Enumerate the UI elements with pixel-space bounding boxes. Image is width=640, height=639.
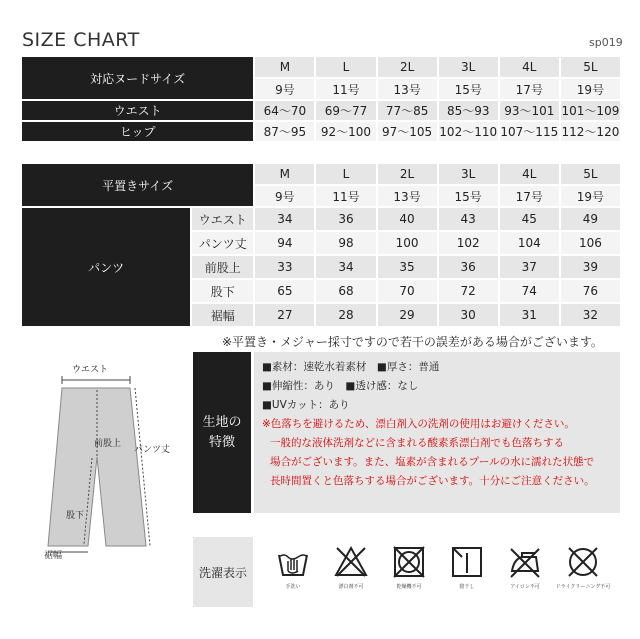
washing-label: 洗濯表示 bbox=[193, 537, 253, 607]
table-cell: 27 bbox=[255, 304, 314, 326]
table-cell: 97〜105 bbox=[378, 122, 437, 141]
no-iron-icon bbox=[497, 545, 553, 579]
size-number: 15号 bbox=[439, 186, 498, 206]
table-cell: 76 bbox=[561, 280, 620, 302]
table-cell: 107〜115 bbox=[500, 122, 559, 141]
table-cell: 72 bbox=[439, 280, 498, 302]
size-number: 15号 bbox=[439, 79, 498, 99]
size-number: 19号 bbox=[561, 79, 620, 99]
table-cell: 30 bbox=[439, 304, 498, 326]
table-cell: 69〜77 bbox=[316, 101, 375, 120]
fabric-label-line2: 特徴 bbox=[208, 434, 235, 450]
table-cell: 64〜70 bbox=[255, 101, 314, 120]
fabric-warning-line: 一般的な液体洗剤などに含まれる酸素系漂白剤でも色落ちする bbox=[270, 437, 564, 449]
wash-caption: 漂白剤不可 bbox=[338, 584, 364, 590]
table-cell: 100 bbox=[378, 232, 437, 254]
table-cell: 36 bbox=[439, 256, 498, 278]
table-cell: 49 bbox=[561, 208, 620, 230]
wash-symbol bbox=[439, 545, 495, 590]
wash-symbol bbox=[265, 545, 321, 590]
row-label: 裾幅 bbox=[192, 304, 253, 326]
no-bleach-icon bbox=[323, 545, 379, 579]
wash-caption: 乾燥機不可 bbox=[396, 584, 422, 590]
row-label: 前股上 bbox=[192, 256, 253, 278]
wash-symbol bbox=[555, 545, 611, 590]
nude-size-table bbox=[20, 55, 622, 143]
size-number: 13号 bbox=[378, 79, 437, 99]
fabric-details bbox=[254, 352, 620, 513]
table-cell: 77〜85 bbox=[378, 101, 437, 120]
wash-symbol bbox=[381, 545, 437, 590]
table-cell: 85〜93 bbox=[439, 101, 498, 120]
wash-caption: 陰干し bbox=[459, 584, 475, 590]
no-dry-clean-icon bbox=[555, 545, 611, 579]
size-number: 11号 bbox=[316, 79, 375, 99]
table-cell: 112〜120 bbox=[561, 122, 620, 141]
fabric-label bbox=[193, 352, 251, 513]
table-cell: 65 bbox=[255, 280, 314, 302]
table-row bbox=[22, 122, 620, 141]
row-label: パンツ丈 bbox=[192, 232, 253, 254]
size-header: M bbox=[255, 164, 314, 184]
diagram-inseam-label: 股下 bbox=[66, 511, 85, 521]
size-header: 2L bbox=[378, 164, 437, 184]
size-header: M bbox=[255, 57, 314, 77]
diagram-length-label: パンツ丈 bbox=[134, 445, 171, 455]
wash-caption: アイロン不可 bbox=[510, 584, 540, 590]
table-cell: 31 bbox=[500, 304, 559, 326]
row-label: 股下 bbox=[192, 280, 253, 302]
table-cell: 37 bbox=[500, 256, 559, 278]
table-row bbox=[22, 101, 620, 120]
size-header: 2L bbox=[378, 57, 437, 77]
flat-size-label: 平置きサイズ bbox=[22, 164, 253, 206]
fabric-warning-line: 場合がございます。また、塩素が含まれるプールの水に濡れた状態で bbox=[270, 456, 595, 468]
table-cell: 87〜95 bbox=[255, 122, 314, 141]
pants-illustration bbox=[22, 362, 192, 572]
table-cell: 101〜109 bbox=[561, 101, 620, 120]
size-header: 5L bbox=[561, 57, 620, 77]
table-cell: 93〜101 bbox=[500, 101, 559, 120]
wash-caption: 手洗い bbox=[285, 584, 301, 590]
size-header: 4L bbox=[500, 164, 559, 184]
table-cell: 94 bbox=[255, 232, 314, 254]
wash-caption: ドライクリーニング不可 bbox=[555, 584, 611, 590]
size-header: L bbox=[316, 164, 375, 184]
wash-symbol bbox=[497, 545, 553, 590]
row-label: ウエスト bbox=[22, 101, 253, 120]
table-cell: 106 bbox=[561, 232, 620, 254]
line-dry-shade-icon bbox=[439, 545, 495, 579]
diagram-rise-label: 前股上 bbox=[94, 439, 122, 449]
flat-size-table bbox=[20, 162, 622, 328]
table-cell: 104 bbox=[500, 232, 559, 254]
table-cell: 34 bbox=[316, 256, 375, 278]
diagram-waist-label: ウエスト bbox=[72, 365, 109, 375]
size-number: 9号 bbox=[255, 186, 314, 206]
table-cell: 102〜110 bbox=[439, 122, 498, 141]
size-number: 9号 bbox=[255, 79, 314, 99]
wash-symbol bbox=[323, 545, 379, 590]
fabric-label-line1: 生地の bbox=[202, 414, 242, 430]
table-cell: 43 bbox=[439, 208, 498, 230]
fabric-warning-line: 長時間置くと色落ちする場合がございます。十分にご注意ください。 bbox=[270, 475, 595, 487]
table-cell: 39 bbox=[561, 256, 620, 278]
size-number: 17号 bbox=[500, 186, 559, 206]
size-number: 11号 bbox=[316, 186, 375, 206]
hand-wash-icon bbox=[265, 545, 321, 579]
size-header: 5L bbox=[561, 164, 620, 184]
nude-size-label: 対応ヌードサイズ bbox=[22, 57, 253, 99]
pants-diagram bbox=[22, 362, 192, 572]
table-cell: 74 bbox=[500, 280, 559, 302]
measurement-note: ※平置き・メジャー採寸ですので若干の誤差がある場合がございます。 bbox=[222, 335, 603, 349]
product-code: sp019 bbox=[589, 36, 623, 49]
fabric-detail-line: ■UVカット：あり bbox=[262, 399, 350, 411]
size-header: L bbox=[316, 57, 375, 77]
page-title: SIZE CHART bbox=[22, 29, 140, 51]
table-cell: 45 bbox=[500, 208, 559, 230]
table-cell: 92〜100 bbox=[316, 122, 375, 141]
diagram-hem-label: 裾幅 bbox=[44, 551, 63, 561]
size-header: 3L bbox=[439, 164, 498, 184]
size-header: 4L bbox=[500, 57, 559, 77]
size-header: 3L bbox=[439, 57, 498, 77]
table-cell: 34 bbox=[255, 208, 314, 230]
table-cell: 70 bbox=[378, 280, 437, 302]
table-cell: 28 bbox=[316, 304, 375, 326]
no-tumble-dry-icon bbox=[381, 545, 437, 579]
table-cell: 98 bbox=[316, 232, 375, 254]
size-number: 13号 bbox=[378, 186, 437, 206]
fabric-warning-line: ※色落ちを避けるため、漂白剤入の洗剤の使用はお避けください。 bbox=[262, 418, 575, 430]
table-cell: 102 bbox=[439, 232, 498, 254]
table-cell: 33 bbox=[255, 256, 314, 278]
size-number: 17号 bbox=[500, 79, 559, 99]
table-row bbox=[22, 208, 620, 230]
size-number: 19号 bbox=[561, 186, 620, 206]
washing-symbols bbox=[255, 537, 620, 607]
table-cell: 29 bbox=[378, 304, 437, 326]
table-cell: 40 bbox=[378, 208, 437, 230]
row-label: ヒップ bbox=[22, 122, 253, 141]
table-cell: 32 bbox=[561, 304, 620, 326]
table-cell: 36 bbox=[316, 208, 375, 230]
table-cell: 68 bbox=[316, 280, 375, 302]
table-cell: 35 bbox=[378, 256, 437, 278]
fabric-detail-line: ■伸縮性：あり ■透け感：なし bbox=[262, 380, 419, 392]
pants-group-label: パンツ bbox=[22, 208, 190, 326]
fabric-detail-line: ■素材：速乾水着素材 ■厚さ：普通 bbox=[262, 361, 440, 373]
row-label: ウエスト bbox=[192, 208, 253, 230]
